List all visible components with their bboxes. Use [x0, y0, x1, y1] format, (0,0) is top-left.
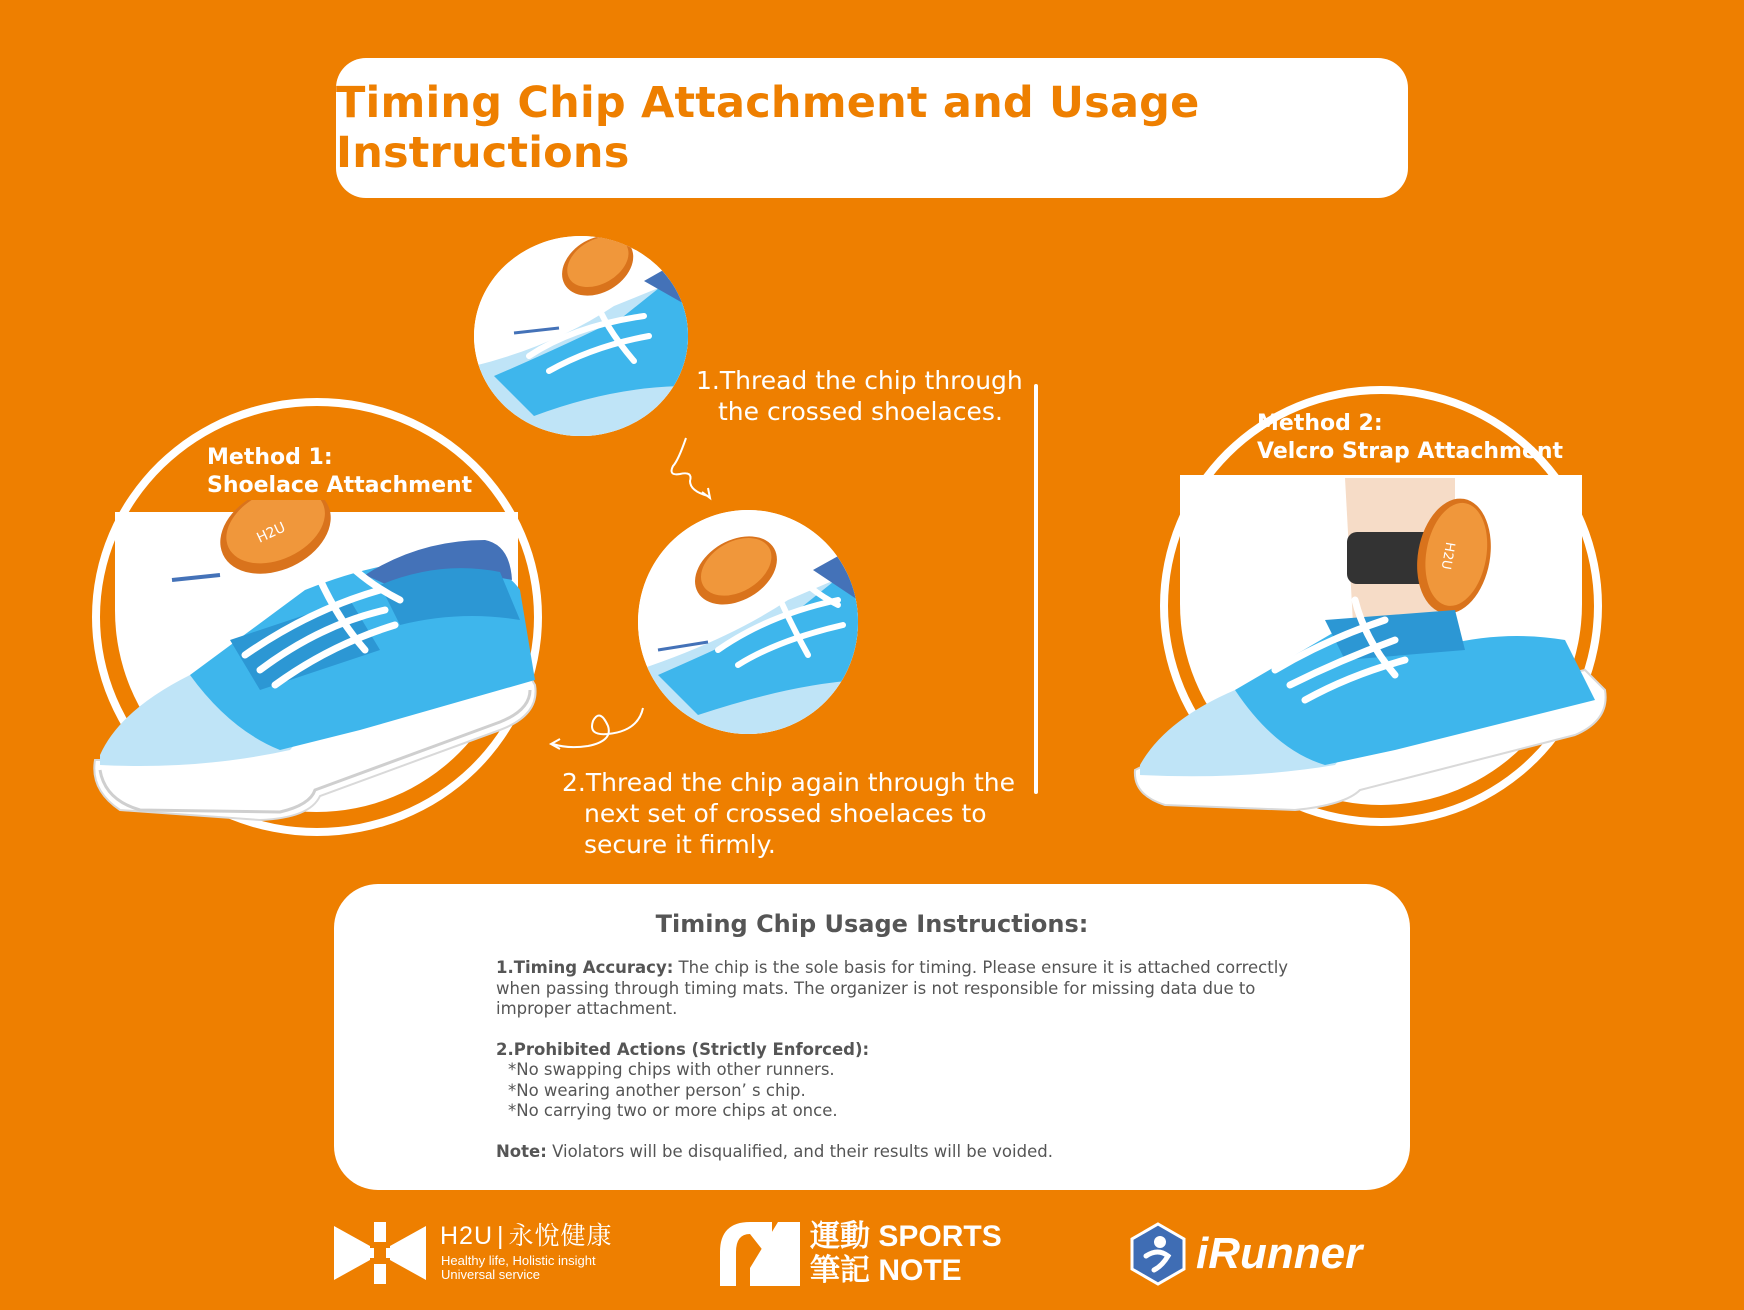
step2-line1: 2.Thread the chip again through the: [562, 768, 1015, 797]
step1-line1: 1.Thread the chip through: [696, 366, 1023, 395]
curly-arrow-down-icon: [668, 436, 718, 502]
step1-text: [696, 365, 1023, 427]
step1-circle: [474, 236, 688, 436]
usage-item1-line3: improper attachment.: [496, 999, 678, 1018]
usage-item2-label: 2.Prohibited Actions (Strictly Enforced):: [496, 1039, 870, 1059]
sportsnote-cn2: 筆記: [810, 1254, 870, 1287]
strap-chip-text: H2U: [1437, 540, 1458, 571]
usage-bullet: *No carrying two or more chips at once.: [508, 1101, 838, 1120]
sportsnote-logo-text: [810, 1220, 1002, 1288]
method1-label-line1: Method 1:: [207, 445, 333, 470]
h2u-name: H2U: [440, 1222, 494, 1250]
h2u-chinese: 永悅健康: [508, 1222, 613, 1250]
usage-heading: Timing Chip Usage Instructions:: [655, 910, 1089, 938]
h2u-tagline: [441, 1254, 596, 1282]
step2-circle: [638, 510, 858, 734]
h2u-tagline-line1: Healthy life, Holistic insight: [441, 1253, 596, 1268]
step1-line2: the crossed shoelaces.: [718, 397, 1003, 426]
curly-arrow-left-icon: [548, 706, 648, 756]
page-title: Timing Chip Attachment and Usage Instructions: [336, 78, 1200, 178]
ankle-strap-image: [1135, 478, 1606, 810]
usage-item1-line2: when passing through timing mats. The organizer is not responsible for missing data due to: [496, 978, 1256, 998]
sportsnote-en2: NOTE: [878, 1254, 962, 1287]
usage-bullet: *No wearing another person’ s chip.: [508, 1080, 806, 1100]
usage-item1-label: 1.Timing Accuracy:: [496, 958, 674, 977]
step2-line3: secure it firmly.: [584, 830, 776, 859]
step2-illustration: [638, 510, 858, 734]
title-banner: [336, 58, 1408, 198]
sneaker-image: [94, 500, 535, 820]
sportsnote-en1: SPORTS: [878, 1220, 1002, 1253]
usage-instructions-panel: [334, 884, 1410, 1190]
method1-label: [207, 444, 472, 500]
step1-illustration: [474, 236, 688, 436]
h2u-tagline-line2: Universal service: [441, 1267, 540, 1282]
method1-label-line2: Shoelace Attachment: [207, 473, 473, 498]
irunner-logo-icon: [1128, 1222, 1188, 1286]
sportsnote-cn1: 運動: [810, 1220, 870, 1253]
h2u-logo-icon: [334, 1222, 426, 1284]
sportsnote-logo-icon: [720, 1222, 800, 1286]
usage-bullet: *No swapping chips with other runners.: [508, 1060, 835, 1079]
usage-item1: [496, 958, 1296, 979]
method2-ankle-illustration: [1125, 470, 1615, 820]
method2-label-line1: Method 2:: [1257, 411, 1383, 436]
usage-note-label: Note:: [496, 1141, 547, 1161]
usage-note: [496, 1142, 1296, 1163]
method2-label: [1257, 410, 1563, 466]
usage-body: [496, 958, 1296, 1162]
usage-note-text: Violators will be disqualified, and their results will be voided.: [546, 1141, 1053, 1161]
vertical-divider: [1034, 384, 1038, 794]
method1-shoe-illustration: [80, 500, 550, 830]
step2-line2: next set of crossed shoelaces to: [584, 799, 987, 828]
method2-label-line2: Velcro Strap Attachment: [1257, 439, 1564, 464]
usage-item1-line1: The chip is the sole basis for timing. Please ensure it is attached correctly: [673, 958, 1289, 977]
step2-text: [562, 767, 1015, 860]
irunner-logo-text: iRunner: [1196, 1229, 1363, 1278]
chip-brand-text: H2U: [254, 519, 289, 547]
h2u-logo-name: H2U | 永悅健康: [440, 1222, 613, 1250]
